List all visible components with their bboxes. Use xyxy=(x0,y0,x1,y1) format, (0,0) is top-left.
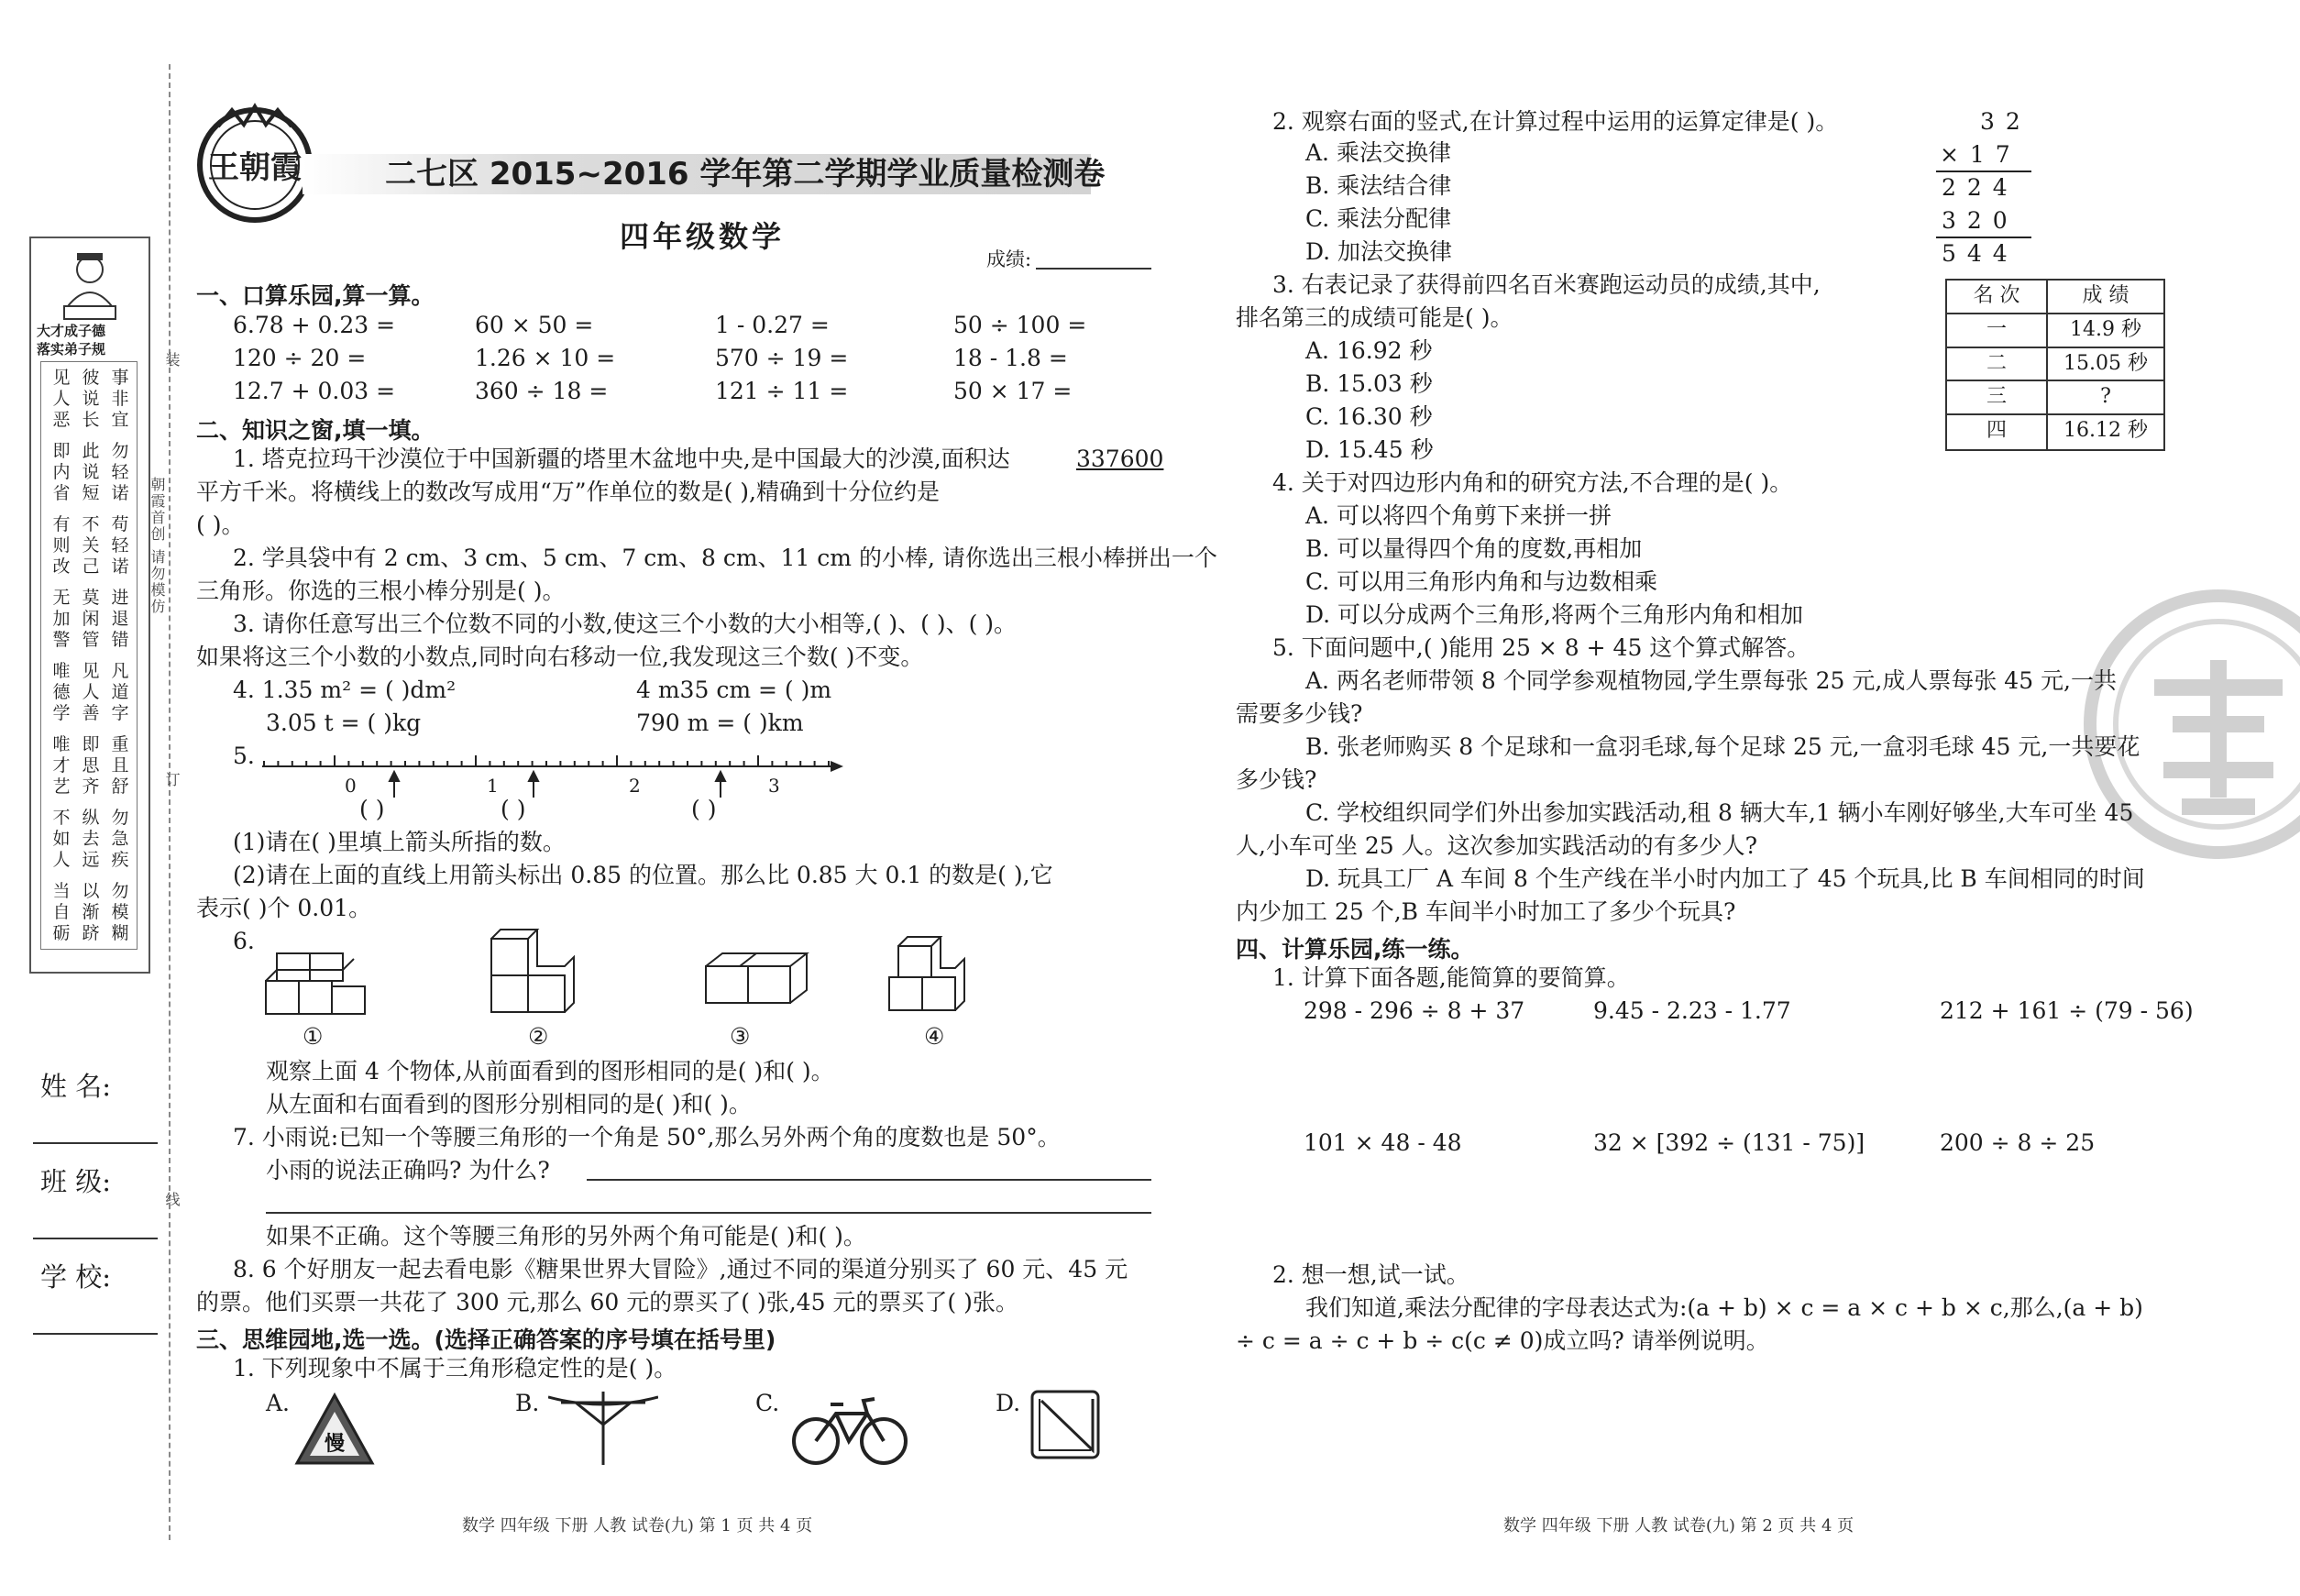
table-cell: 三 xyxy=(1947,381,2048,415)
motto-char: 自 xyxy=(52,902,71,922)
q2-7-answer-line1[interactable] xyxy=(587,1179,1151,1181)
motto-char: 莫 xyxy=(82,588,100,608)
q3-5-option-b-line1: B. 张老师购买 8 个足球和一盒羽毛球,每个足球 25 元,一盒羽毛球 45 元,一共要花 xyxy=(1305,733,2140,760)
binding-dashed-line xyxy=(169,64,171,1540)
calc-rule-1 xyxy=(1936,171,2031,172)
mental-math-item: 18 - 1.8 = xyxy=(953,345,1068,371)
motto-char: 齐 xyxy=(82,776,100,797)
motto-char: 短 xyxy=(82,483,100,503)
mental-math-item: 50 × 17 = xyxy=(953,378,1073,404)
motto-char: 人 xyxy=(52,850,71,870)
motto-char: 见 xyxy=(52,368,71,388)
arrow-answer-1[interactable]: ( ) xyxy=(359,796,385,822)
mental-math-item: 121 ÷ 11 = xyxy=(715,378,849,404)
motto-char: 即 xyxy=(52,441,71,461)
figure-mark-3: ③ xyxy=(730,1023,751,1050)
motto-char: 渐 xyxy=(82,902,100,922)
mental-math-item: 50 ÷ 100 = xyxy=(953,312,1087,338)
section4-title: 四、计算乐园,练一练。 xyxy=(1236,936,1474,963)
q3-4-option-a: A. 可以将四个角剪下来拼一拼 xyxy=(1305,502,1612,529)
motto-char: 诺 xyxy=(111,556,129,577)
calc-1-1: 298 - 296 ÷ 8 + 37 xyxy=(1304,997,1525,1024)
calc-line-5: 5 4 4 xyxy=(1942,240,2009,267)
motto-char: 勿 xyxy=(111,808,129,828)
motto-char: 关 xyxy=(82,535,100,556)
q2-3-line1: 3. 请你任意写出三个位数不同的小数,使这三个小数的大小相等,( )、( )、( )。 xyxy=(233,611,1018,637)
motto-sidebar xyxy=(29,237,150,974)
motto-char: 去 xyxy=(82,829,100,849)
motto-char: 见 xyxy=(82,661,100,681)
q3-2-option-b: B. 乘法结合律 xyxy=(1305,172,1452,199)
q2-8-line2: 的票。他们买票一共花了 300 元,那么 60 元的票买了( )张,45 元的票买了( )张。 xyxy=(196,1289,1018,1315)
motto-char: 模 xyxy=(111,902,129,922)
calc-1-2: 9.45 - 2.23 - 1.77 xyxy=(1593,997,1791,1024)
motto-char: 闲 xyxy=(82,609,100,629)
motto-char: 此 xyxy=(82,441,100,461)
motto-char: 勿 xyxy=(111,441,129,461)
page-title: 二七区 2015~2016 学年第二学期学业质量检测卷 xyxy=(385,156,1106,193)
motto-char: 凡 xyxy=(111,661,129,681)
motto-char: 如 xyxy=(52,829,71,849)
cube-figures xyxy=(257,926,1045,1027)
q3-5-option-c-line2: 人,小车可坐 25 人。这次参加实践活动的有多少人? xyxy=(1236,832,1758,859)
q3-3-line2: 排名第三的成绩可能是( )。 xyxy=(1236,304,1513,331)
motto-char: 有 xyxy=(52,514,71,534)
q2-5-part2-line2: 表示( )个 0.01。 xyxy=(196,895,372,921)
tick-label-3: 3 xyxy=(768,775,780,797)
q3-2-option-a: A. 乘法交换律 xyxy=(1305,139,1451,166)
mental-math-item: 360 ÷ 18 = xyxy=(475,378,609,404)
table-cell: 四 xyxy=(1947,415,2048,449)
motto-char: 不 xyxy=(82,514,100,534)
q3-5-option-c-line1: C. 学校组织同学们外出参加实践活动,租 8 辆大车,1 辆小车刚好够坐,大车可坐 45 xyxy=(1305,799,2134,826)
q4-2-text: 2. 想一想,试一试。 xyxy=(1272,1261,1469,1288)
slow-sign-icon xyxy=(293,1392,376,1469)
motto-char: 且 xyxy=(111,755,129,776)
q2-1-line2: 平方千米。将横线上的数改写成用“万”作单位的数是( ),精确到十分位约是 xyxy=(196,479,940,505)
footer-page-2: 数学 四年级 下册 人教 试卷(九) 第 2 页 共 4 页 xyxy=(1503,1516,1854,1535)
school-field[interactable] xyxy=(33,1333,158,1335)
motto-char: 糊 xyxy=(111,923,129,943)
motto-char: 轻 xyxy=(111,535,129,556)
motto-char: 跻 xyxy=(82,923,100,943)
motto-char: 进 xyxy=(111,588,129,608)
q3-2-text: 2. 观察右面的竖式,在计算过程中运用的运算定律是( )。 xyxy=(1272,108,1839,135)
motto-char: 宜 xyxy=(111,410,129,430)
q2-4-item4: 790 m = ( )km xyxy=(636,710,804,736)
table-cell: 二 xyxy=(1947,348,2048,382)
q2-3-line2: 如果将这三个小数的小数点,同时向右移动一位,我发现这三个数( )不变。 xyxy=(196,644,924,670)
q4-1-text: 1. 计算下面各题,能简算的要简算。 xyxy=(1272,964,1630,991)
score-label: 成绩: xyxy=(986,248,1032,270)
motto-char: 不 xyxy=(52,808,71,828)
calc-2-3: 200 ÷ 8 ÷ 25 xyxy=(1940,1129,2096,1156)
q4-2-line1: 我们知道,乘法分配律的字母表达式为:(a + b) × c = a × c + b × c,那么,(a + b) xyxy=(1305,1294,2143,1321)
figure-mark-2: ② xyxy=(528,1023,549,1050)
q2-1-line1: 1. 塔克拉玛干沙漠位于中国新疆的塔里木盆地中央,是中国最大的沙漠,面积达 xyxy=(233,446,1010,472)
slogan-line-2: 落实弟子规 xyxy=(37,341,106,358)
class-label: 班 级: xyxy=(40,1166,111,1197)
motto-char: 无 xyxy=(52,588,71,608)
sign-text: 慢 xyxy=(324,1433,346,1456)
q2-1-line3: ( )。 xyxy=(196,512,245,538)
motto-char: 即 xyxy=(82,734,100,754)
motto-char: 加 xyxy=(52,609,71,629)
section2-title: 二、知识之窗,填一填。 xyxy=(196,417,435,444)
motto-char: 字 xyxy=(111,703,129,723)
motto-char: 说 xyxy=(82,389,100,409)
table-cell: 一 xyxy=(1947,314,2048,348)
q2-6-line2: 从左面和右面看到的图形分别相同的是( )和( )。 xyxy=(266,1091,752,1117)
motto-char: 管 xyxy=(82,630,100,650)
option-a-label: A. xyxy=(266,1390,291,1416)
q3-5-option-a-line2: 需要多少钱? xyxy=(1236,700,1363,727)
class-field[interactable] xyxy=(33,1238,158,1239)
results-table xyxy=(1945,279,2165,451)
q3-1-text: 1. 下列现象中不属于三角形稳定性的是( )。 xyxy=(233,1355,677,1381)
motto-char: 纵 xyxy=(82,808,100,828)
option-b-label: B. xyxy=(515,1390,540,1416)
name-field[interactable] xyxy=(33,1142,158,1144)
motto-char: 疾 xyxy=(111,850,129,870)
figure-mark-1: ① xyxy=(303,1023,324,1050)
q2-4-item2: 4 m35 cm = ( )m xyxy=(636,677,832,703)
motto-char: 重 xyxy=(111,734,129,754)
q2-6-label: 6. xyxy=(233,928,255,954)
scholar-illustration xyxy=(31,242,149,330)
motto-char: 内 xyxy=(52,462,71,482)
motto-char: 唯 xyxy=(52,661,71,681)
motto-char: 长 xyxy=(82,410,100,430)
q3-4-text: 4. 关于对四边形内角和的研究方法,不合理的是( )。 xyxy=(1272,469,1793,496)
motto-char: 学 xyxy=(52,703,71,723)
motto-char: 思 xyxy=(82,755,100,776)
mental-math-item: 6.78 + 0.23 = xyxy=(233,312,396,338)
motto-char: 非 xyxy=(111,389,129,409)
q2-8-line1: 8. 6 个好朋友一起去看电影《糖果世界大冒险》,通过不同的渠道分别买了 60 元、45 元 xyxy=(233,1256,1128,1282)
logo-text: 王朝霞 xyxy=(208,149,302,186)
motto-char: 人 xyxy=(82,682,100,702)
motto-char: 德 xyxy=(52,682,71,702)
motto-grid xyxy=(40,361,138,950)
motto-char: 勿 xyxy=(111,881,129,901)
motto-char: 远 xyxy=(82,850,100,870)
q3-2-option-c: C. 乘法分配律 xyxy=(1305,205,1452,232)
q2-2-line1: 2. 学具袋中有 2 cm、3 cm、5 cm、7 cm、8 cm、11 cm 的小棒, 请你选出三根小棒拼出一个 xyxy=(233,545,1217,571)
q4-2-line2: ÷ c = a ÷ c + b ÷ c(c ≠ 0)成立吗? 请举例说明。 xyxy=(1236,1327,1769,1354)
q3-3-option-b: B. 15.03 秒 xyxy=(1305,370,1433,397)
q2-6-line1: 观察上面 4 个物体,从前面看到的图形相同的是( )和( )。 xyxy=(266,1058,834,1084)
motto-char: 事 xyxy=(111,368,129,388)
q2-7-line2: 小雨的说法正确吗? 为什么? xyxy=(266,1157,550,1183)
motto-char: 艺 xyxy=(52,776,71,797)
q3-4-option-b: B. 可以量得四个角的度数,再相加 xyxy=(1305,535,1643,562)
motto-char: 才 xyxy=(52,755,71,776)
slogan-line-1: 大才成子德 xyxy=(37,323,106,339)
footer-page-1: 数学 四年级 下册 人教 试卷(九) 第 1 页 共 4 页 xyxy=(462,1516,813,1535)
q2-7-line3: 如果不正确。这个等腰三角形的另外两个角可能是( )和( )。 xyxy=(266,1223,866,1249)
tick-label-1: 1 xyxy=(487,775,499,797)
table-cell: 14.9 秒 xyxy=(2048,314,2163,348)
number-line-arrows xyxy=(390,772,725,798)
mental-math-item: 1 - 0.27 = xyxy=(715,312,830,338)
motto-char: 恶 xyxy=(52,410,71,430)
q3-3-option-a: A. 16.92 秒 xyxy=(1305,337,1433,364)
motto-char: 砺 xyxy=(52,923,71,943)
motto-char: 则 xyxy=(52,535,71,556)
q2-5-label: 5. xyxy=(233,743,255,769)
q2-2-line2: 三角形。你选的三根小棒分别是( )。 xyxy=(196,578,566,604)
mental-math-item: 1.26 × 10 = xyxy=(475,345,616,371)
q3-3-option-d: D. 15.45 秒 xyxy=(1305,436,1434,463)
motto-char: 舒 xyxy=(111,776,129,797)
q3-5-option-d-line1: D. 玩具工厂 A 车间 8 个生产线在半小时内加工了 45 个玩具,比 B 车间相同的时间 xyxy=(1305,865,2145,892)
motto-char: 人 xyxy=(52,389,71,409)
cut-mark-3: 线 xyxy=(163,1192,181,1208)
q2-4-item3: 3.05 t = ( )kg xyxy=(266,710,422,736)
q2-1-number: 337600 xyxy=(1076,446,1164,472)
arrow-answer-2[interactable]: ( ) xyxy=(501,796,526,822)
motto-char: 改 xyxy=(52,556,71,577)
motto-char: 道 xyxy=(111,682,129,702)
q2-5-part1: (1)请在( )里填上箭头所指的数。 xyxy=(233,829,566,855)
calc-rule-2 xyxy=(1936,237,2031,238)
q3-4-option-c: C. 可以用三角形内角和与边数相乘 xyxy=(1305,568,1658,595)
score-field[interactable] xyxy=(1036,268,1151,270)
q3-5-text: 5. 下面问题中,( )能用 25 × 8 + 45 这个算式解答。 xyxy=(1272,634,1810,661)
cut-mark-2: 订 xyxy=(163,772,181,788)
motto-char: 省 xyxy=(52,483,71,503)
option-c-label: C. xyxy=(755,1390,780,1416)
q3-3-option-c: C. 16.30 秒 xyxy=(1305,403,1433,430)
table-cell: 15.05 秒 xyxy=(2048,348,2163,382)
bicycle-icon xyxy=(790,1388,909,1470)
page-subtitle: 四年级数学 xyxy=(620,219,786,254)
motto-char: 唯 xyxy=(52,734,71,754)
calc-line-2: × 1 7 xyxy=(1940,141,2012,168)
calc-2-2: 32 × [392 ÷ (131 - 75)] xyxy=(1593,1129,1865,1156)
q3-5-option-d-line2: 内少加工 25 个,B 车间半小时加工了多少个玩具? xyxy=(1236,898,1736,925)
motto-char: 退 xyxy=(111,609,129,629)
mental-math-item: 60 × 50 = xyxy=(475,312,594,338)
calc-1-3: 212 + 161 ÷ (79 - 56) xyxy=(1940,997,2194,1024)
name-label: 姓 名: xyxy=(40,1071,111,1102)
folding-frame-icon xyxy=(1027,1386,1109,1465)
cut-mark-1: 装 xyxy=(163,352,181,369)
q3-3-line1: 3. 右表记录了获得前四名百米赛跑运动员的成绩,其中, xyxy=(1272,271,1821,298)
mental-math-item: 12.7 + 0.03 = xyxy=(233,378,396,404)
q2-7-line1: 7. 小雨说:已知一个等腰三角形的一个角是 50°,那么另外两个角的度数也是 50°。 xyxy=(233,1124,1061,1150)
motto-char: 己 xyxy=(82,556,100,577)
table-header-cell: 名 次 xyxy=(1947,281,2048,314)
table-cell: 16.12 秒 xyxy=(2063,419,2148,443)
figure-mark-4: ④ xyxy=(924,1023,945,1050)
motto-char: 轻 xyxy=(111,462,129,482)
tick-label-2: 2 xyxy=(629,775,641,797)
utility-pole-icon xyxy=(548,1384,658,1467)
table-cell: ? xyxy=(2048,381,2163,415)
motto-char: 错 xyxy=(111,630,129,650)
motto-char: 善 xyxy=(82,703,100,723)
q3-4-option-d: D. 可以分成两个三角形,将两个三角形内角和相加 xyxy=(1305,601,1803,628)
copyright-note: 朝霞首创 请勿模仿 xyxy=(149,477,166,616)
calc-line-4: 3 2 0 xyxy=(1942,207,2009,234)
motto-char: 当 xyxy=(52,881,71,901)
motto-char: 警 xyxy=(52,630,71,650)
q2-5-part2-line1: (2)请在上面的直线上用箭头标出 0.85 的位置。那么比 0.85 大 0.1 的数是( ),它 xyxy=(233,862,1053,888)
option-d-label: D. xyxy=(996,1390,1021,1416)
table-header-cell: 成 绩 xyxy=(2048,281,2163,314)
tick-label-0: 0 xyxy=(345,775,357,797)
mental-math-item: 570 ÷ 19 = xyxy=(715,345,849,371)
motto-char: 说 xyxy=(82,462,100,482)
school-label: 学 校: xyxy=(40,1261,111,1293)
q2-7-answer-line2[interactable] xyxy=(266,1212,1151,1214)
motto-char: 以 xyxy=(82,881,100,901)
q3-5-option-a-line1: A. 两名老师带领 8 个同学参观植物园,学生票每张 25 元,成人票每张 45 元,一共 xyxy=(1305,667,2118,694)
calc-line-3: 2 2 4 xyxy=(1942,174,2009,201)
q3-5-option-b-line2: 多少钱? xyxy=(1236,766,1317,793)
q3-2-option-d: D. 加法交换律 xyxy=(1305,238,1453,265)
calc-line-1: 3 2 xyxy=(1980,108,2022,135)
arrow-answer-3[interactable]: ( ) xyxy=(691,796,717,822)
motto-char: 彼 xyxy=(82,368,100,388)
motto-char: 诺 xyxy=(111,483,129,503)
motto-char: 急 xyxy=(111,829,129,849)
section1-title: 一、口算乐园,算一算。 xyxy=(196,282,435,309)
calc-2-1: 101 × 48 - 48 xyxy=(1304,1129,1462,1156)
mental-math-item: 120 ÷ 20 = xyxy=(233,345,367,371)
brand-logo xyxy=(191,101,319,229)
motto-char: 苟 xyxy=(111,514,129,534)
section3-title: 三、思维园地,选一选。(选择正确答案的序号填在括号里) xyxy=(196,1326,776,1353)
q2-4-item1: 4. 1.35 m² = ( )dm² xyxy=(233,677,457,703)
